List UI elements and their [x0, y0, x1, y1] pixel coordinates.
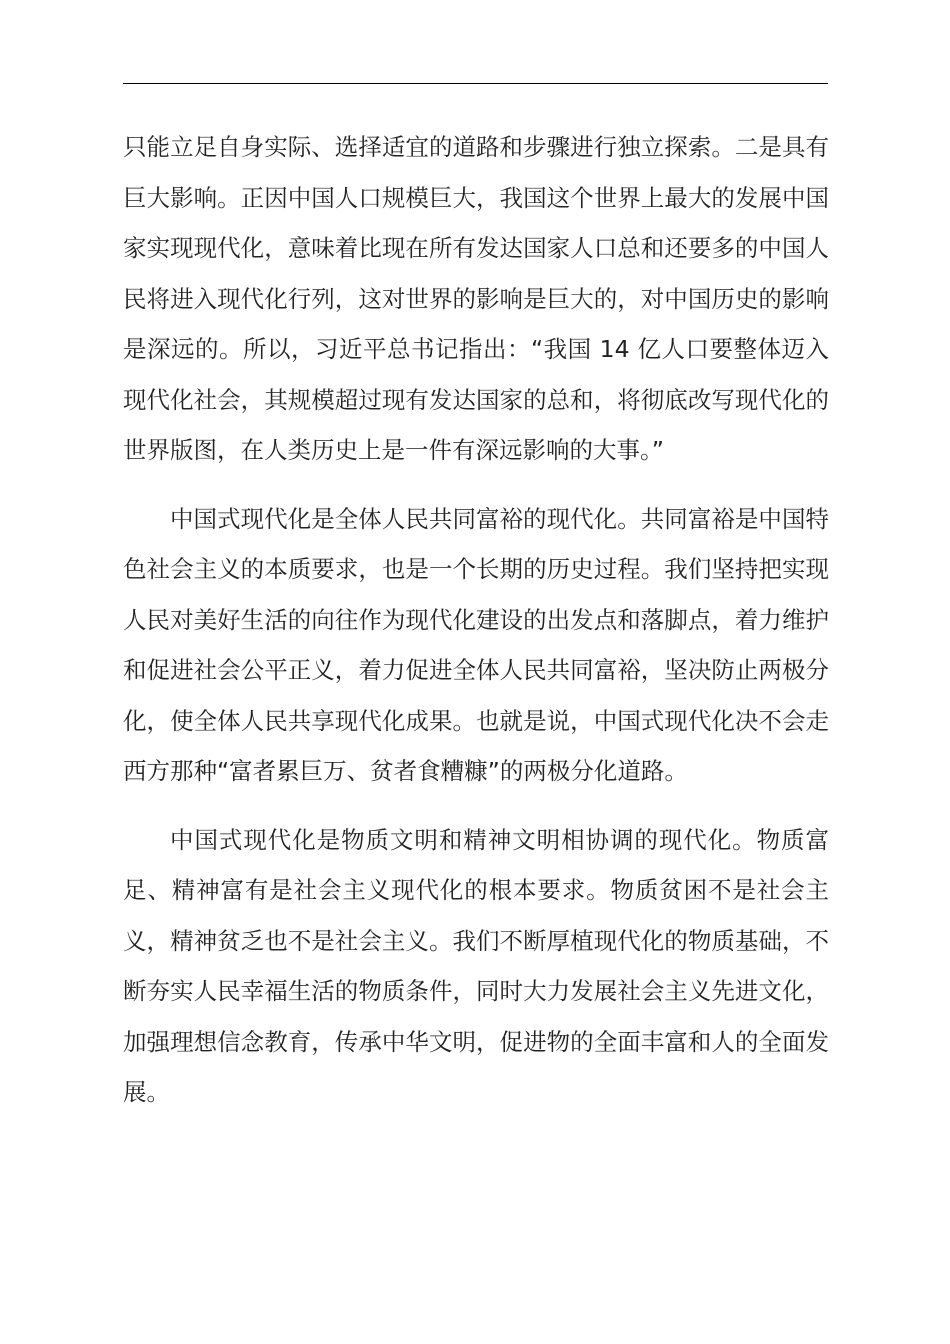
paragraph-common-prosperity: 中国式现代化是全体人民共同富裕的现代化。共同富裕是中国特色社会主义的本质要求，也是一个长期的历史过程。我们坚持把实现人民对美好生活的向往作为现代化建设的出发点和落脚点，着力维护和促进社会公平正义，着力促进全体人民共同富裕，坚决防止两极分化，使全体人民共享现代化成果。也就是说，中国式现代化决不会走西方那种“富者累巨万、贫者食糟糠”的两极分化道路。	[123, 504, 829, 785]
paragraph-continued: 只能立足自身实际、选择适宜的道路和步骤进行独立探索。二是具有巨大影响。正因中国人口规模巨大，我国这个世界上最大的发展中国家实现现代化，意味着比现在所有发达国家人口总和还要多的中国人民将进入现代化行列，这对世界的影响是巨大的，对中国历史的影响是深远的。所以，习近平总书记指出：“我国 14 亿人口要整体迈入现代化社会，其规模超过现有发达国家的总和，将彻底改写现代化的世界版图，在人类历史上是一件有深远影响的大事。”	[123, 133, 829, 464]
header-rule	[123, 83, 828, 84]
paragraph-material-spiritual: 中国式现代化是物质文明和精神文明相协调的现代化。物质富足、精神富有是社会主义现代化的根本要求。物质贫困不是社会主义，精神贫乏也不是社会主义。我们不断厚植现代化的物质基础，不断夯实人民幸福生活的物质条件，同时大力发展社会主义先进文化，加强理想信念教育，传承中华文明，促进物的全面丰富和人的全面发展。	[123, 825, 829, 1106]
document-body	[123, 122, 829, 1118]
